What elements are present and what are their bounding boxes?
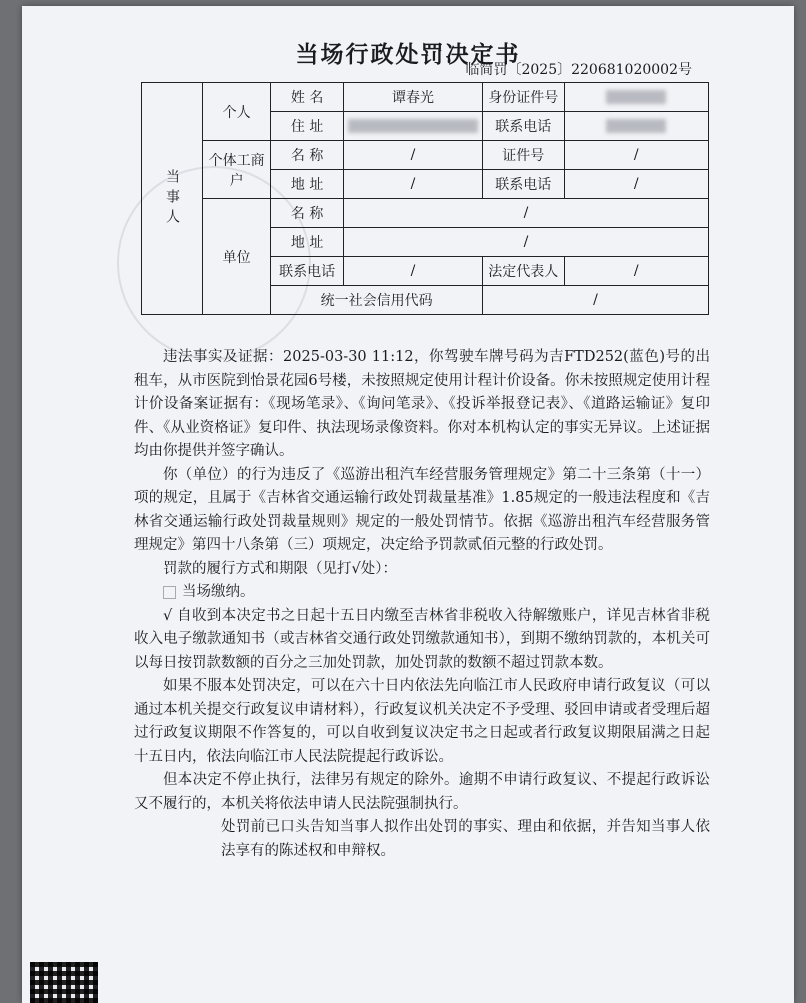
appeal-paragraph: 如果不服本处罚决定，可以在六十日内依法先向临江市人民政府申请行政复议（可以通过本机关提交行政复议申请材料），行政复议机关决定不予受理、驳回申请或者受理后超过行政复议期限不作答复的，可以自收到复议决定书之日起或者行政复议期限届满之日起十五日内，依法向临江市人民法院提起行政诉讼。 [134,678,710,765]
biz-name-value: / [343,141,482,170]
party-info-table [141,82,709,315]
legal-rep-value: / [564,257,708,286]
unit-phone-label: 联系电话 [271,257,344,286]
enforcement-paragraph: 但本决定不停止执行，法律另有规定的除外。逾期不申请行政复议、不提起行政诉讼又不履行的，本机关将依法申请人民法院强制执行。 [134,772,710,812]
phone-label: 联系电话 [482,112,564,141]
qr-code-icon [30,962,98,1003]
unit-address-label: 地 址 [271,228,344,257]
biz-address-value: / [343,170,482,199]
redacted-address [348,119,478,133]
unit-name-label: 名 称 [271,199,344,228]
payment-method-heading: 罚款的履行方式和期限（见打√处）： [163,560,397,577]
address-label: 住 址 [271,112,344,141]
redacted-id [606,90,666,104]
credit-code-value: / [482,286,708,315]
individual-label: 个人 [203,83,271,141]
document-number: 临简罚〔2025〕220681020002号 [465,62,692,78]
facts-paragraph: 违法事实及证据：2025-03-30 11:12，你驾驶车牌号码为吉FTD252(蓝色)号的出租车，从市医院到怡景花园6号楼，未按照规定使用计程计价设备。你未按照规定使用计程计价设备案证据有：《现场笔录》、《询问笔录》、《投诉举报登记表》、《道路运输证》复印件、《从业资格证》复印件、执法现场录像资料。你对本机构认定的事实无异议。上述证据均由你提供并签字确认。 [134,349,710,459]
business-label: 个体工商户 [203,141,271,199]
id-value [564,83,708,112]
cert-value: / [564,141,708,170]
biz-phone-label: 联系电话 [482,170,564,199]
document-page [22,6,794,1003]
unit-label: 单位 [203,199,271,315]
biz-address-label: 地 址 [271,170,344,199]
name-value: 谭春光 [343,83,482,112]
payment-option-onsite [134,581,710,605]
biz-name-label: 名 称 [271,141,344,170]
unit-name-value: / [343,199,708,228]
basis-paragraph: 你（单位）的行为违反了《巡游出租汽车经营服务管理规定》第二十三条第（十一）项的规定，且属于《吉林省交通运输行政处罚裁量基准》1.85规定的一般违法程度和《吉林省交通运输行政处罚裁量规则》规定的一般处罚情节。依据《巡游出租汽车经营服务管理规定》第四十八条第（三）项规定，决定给予罚款贰佰元整的行政处罚。 [134,466,710,553]
phone-value [564,112,708,141]
id-label: 身份证件号 [482,83,564,112]
credit-code-label: 统一社会信用代码 [271,286,483,315]
address-value [343,112,482,141]
document-body [134,346,710,863]
party-label: 当事人 [142,83,203,315]
legal-rep-label: 法定代表人 [482,257,564,286]
document-title: 当场行政处罚决定书 [295,41,521,68]
payment-option-onsite-text: 当场缴纳。 [182,584,255,600]
notice-paragraph: 处罚前已口头告知当事人拟作出处罚的事实、理由和依据，并告知当事人依法享有的陈述权和申辩权。 [221,819,710,859]
checkbox-onsite [163,586,176,599]
unit-address-value: / [343,228,708,257]
payment-option-account: √ 自收到本决定书之日起十五日内缴至吉林省非税收入待解缴账户，详见吉林省非税收入电子缴款通知书（或吉林省交通行政处罚缴款通知书），到期不缴纳罚款的，本机关可以每日按罚款数额的百分之三加处罚款，加处罚款的数额不超过罚款本数。 [134,607,710,671]
redacted-phone [606,119,666,133]
name-label: 姓 名 [271,83,344,112]
cert-label: 证件号 [482,141,564,170]
biz-phone-value: / [564,170,708,199]
unit-phone-value: / [343,257,482,286]
